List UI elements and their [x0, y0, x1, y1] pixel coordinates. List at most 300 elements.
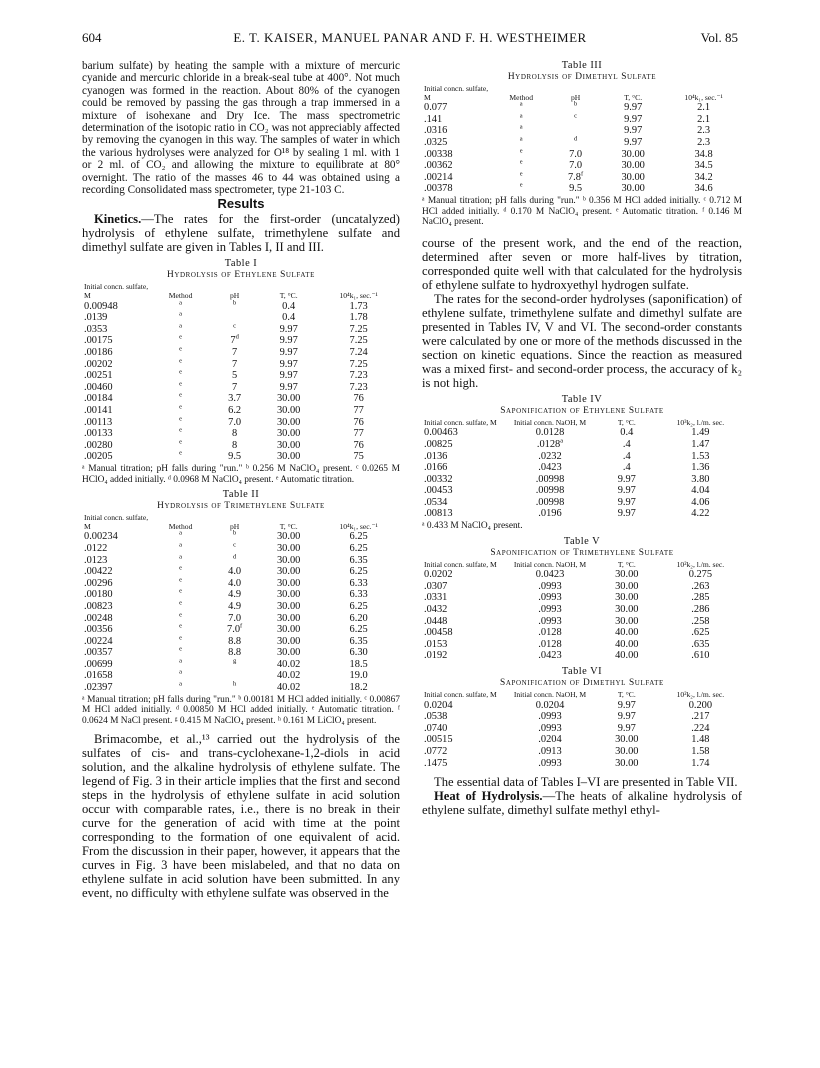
table-cell: e	[179, 333, 183, 341]
table-cell: 30.00	[276, 566, 301, 578]
table-cell: .0432	[424, 604, 448, 616]
table-cell: .00515	[424, 734, 453, 746]
table-cell: 0.4	[620, 427, 634, 439]
table-row	[82, 624, 400, 636]
column-header: Initial concn. sulfate, M	[424, 559, 497, 569]
table-cell: 0.00948	[84, 300, 118, 312]
column-header: T, °C.	[617, 559, 636, 569]
table-cell: .285	[691, 592, 710, 604]
table-cell: .0316	[424, 125, 448, 137]
table-cell: 4.22	[691, 508, 710, 520]
column-header: 10⁴k₁, sec.⁻¹	[684, 92, 723, 102]
table-cell: e	[179, 449, 183, 457]
table-cell: .0139	[84, 312, 108, 324]
table-cell: .00458	[424, 627, 453, 639]
table-cell: .0423	[538, 650, 562, 662]
table-cell: h	[233, 680, 237, 688]
table-row	[422, 102, 742, 114]
table3-title: Hydrolysis of Dimethyl Sulfate	[507, 72, 657, 82]
table-cell: 30.00	[276, 577, 301, 589]
table-cell: 9.97	[617, 485, 636, 497]
table-row	[422, 639, 742, 651]
table-cell: 30.00	[276, 612, 301, 624]
table-cell: .0128$^a$	[536, 437, 564, 450]
table-cell: 7.25	[349, 323, 368, 335]
column-header: T, °C.	[279, 521, 298, 531]
table-cell: a	[179, 680, 183, 688]
table-cell: 34.5	[694, 160, 713, 172]
table-cell: .00422	[84, 566, 113, 578]
table-cell: 76	[353, 439, 364, 451]
table-cell: 6.2	[228, 405, 242, 416]
table-cell: 0.0204	[535, 699, 565, 711]
table1-number: Table I	[224, 258, 258, 270]
table-cell: .00133	[84, 428, 113, 440]
table-cell: 0.0423	[535, 569, 565, 581]
table-cell: a	[179, 322, 183, 330]
table6-title: Saponification of Dimethyl Sulfate	[500, 678, 664, 688]
table-cell: .0331	[424, 592, 448, 604]
table-cell: a	[519, 135, 523, 143]
table-cell: 9.97	[279, 358, 298, 370]
table-cell: e	[519, 147, 523, 155]
table-cell: .610	[691, 650, 710, 662]
table-cell: 1.53	[691, 450, 710, 462]
table-cell: e	[179, 587, 183, 595]
table-cell: 8	[232, 439, 238, 451]
table-row	[82, 531, 400, 543]
table4-title: Saponification of Ethylene Sulfate	[500, 405, 664, 416]
table-cell: 0.0128	[535, 427, 565, 439]
table-cell: 30.00	[621, 183, 645, 195]
table-cell: .00378	[424, 183, 453, 195]
table-cell: .0534	[424, 496, 448, 508]
table-cell: 3.7	[228, 393, 242, 405]
table-cell: 30.00	[276, 531, 301, 543]
table-cell: e	[519, 170, 523, 178]
column-header: Initial concn. sulfate, M	[424, 690, 497, 699]
table-row	[82, 451, 400, 463]
table-cell: .0128	[538, 638, 562, 650]
table-cell: .00460	[84, 381, 113, 393]
table-cell: e	[179, 368, 183, 376]
table-cell: a	[519, 100, 523, 108]
table-cell: e	[179, 634, 183, 642]
table-cell: 1.36	[691, 462, 710, 474]
table-cell: .00998	[535, 485, 565, 497]
table-cell: 4.04	[691, 485, 710, 497]
table-cell: 30.00	[276, 635, 301, 647]
table-cell: 30.00	[615, 745, 639, 757]
table-cell: 77	[353, 405, 364, 416]
table-cell: .0153	[424, 638, 448, 650]
table-row	[82, 335, 400, 347]
table-row	[422, 137, 742, 149]
table-cell: .00453	[424, 485, 453, 497]
table-cell: 1.74	[691, 757, 710, 769]
table4	[422, 419, 742, 520]
table-cell: 30.00	[621, 171, 645, 183]
table-cell: a	[179, 669, 183, 676]
table-cell: 7.25	[349, 335, 368, 347]
table-cell: d	[233, 553, 237, 561]
table-row	[82, 566, 400, 578]
table-row	[82, 578, 400, 590]
table-cell: .4	[622, 450, 631, 462]
table4-footnote: ᵃ 0.433 M NaClO₄ present.	[422, 521, 523, 532]
table-cell: g	[233, 657, 237, 665]
table-row	[422, 604, 742, 616]
table2-title: Hydrolysis of Trimethylene Sulfate	[157, 501, 325, 512]
table-cell: 1.78	[349, 312, 368, 324]
table-row	[82, 324, 400, 336]
table-cell: .0325	[424, 136, 448, 148]
table-cell: .00813	[424, 508, 453, 520]
table-cell: 40.02	[276, 670, 301, 682]
column-header: pH	[570, 92, 581, 102]
kinetics-lead: Kinetics.	[94, 212, 142, 227]
table-cell: 4.9	[228, 600, 242, 612]
table-cell: 9.97	[617, 473, 636, 485]
column-header: T, °C.	[624, 92, 643, 102]
table-row	[422, 172, 742, 184]
table-row	[422, 114, 742, 126]
heat-text: —The heats of alkaline hydrolysis of ethylene sulfate, dimethyl sulfate methyl ethyl-	[422, 789, 742, 818]
table-cell: .217	[691, 711, 710, 723]
table-cell: 1.49	[691, 427, 710, 439]
table-cell: .0128	[538, 627, 562, 639]
table-cell: a	[179, 529, 183, 537]
table-row	[422, 758, 742, 770]
table-cell: 9.97	[279, 381, 298, 393]
table-cell: .625	[691, 627, 710, 639]
table-cell: 7	[232, 358, 238, 370]
table-cell: .0448	[424, 615, 448, 627]
table-cell: 0.4	[282, 300, 296, 312]
table-cell: e	[179, 576, 183, 584]
table-cell: .00186	[84, 347, 113, 359]
table-cell: 30.00	[276, 393, 301, 405]
table-cell: a	[179, 541, 183, 549]
author-line: E. T. KAISER, MANUEL PANAR AND F. H. WESTHEIMER	[233, 30, 587, 45]
table1	[82, 283, 400, 463]
table-cell: 4.0	[228, 577, 242, 589]
table-cell: 40.00	[615, 638, 639, 650]
column-header: Initial concn. NaOH, M	[513, 690, 587, 699]
table-cell: d	[573, 135, 578, 143]
table-cell: 7.0	[228, 416, 242, 428]
table-cell: .00998	[535, 496, 565, 508]
table-cell: 0.00463	[424, 427, 458, 439]
table-cell: .01658	[84, 670, 113, 682]
table-row	[422, 723, 742, 735]
table-row	[422, 485, 742, 497]
table-cell: 1.47	[691, 438, 710, 450]
table-cell: b	[233, 299, 237, 307]
table-cell: 7.24	[349, 347, 368, 359]
table-cell: 76	[353, 416, 364, 428]
column-header: 10²k₂, l./m. sec.	[676, 559, 725, 569]
column-header: pH	[229, 521, 240, 531]
column-header: Method	[168, 291, 193, 301]
table-cell: 30.00	[615, 580, 639, 592]
table-row	[82, 359, 400, 371]
table-row	[422, 427, 742, 439]
table-cell: 6.25	[349, 600, 368, 612]
table-cell: e	[179, 438, 183, 446]
table-cell: 2.3	[697, 136, 711, 148]
table-cell: .00998	[535, 473, 565, 485]
table1-title: Hydrolysis of Ethylene Sulfate	[166, 270, 316, 281]
heat-lead: Heat of Hydrolysis.	[434, 789, 543, 804]
table-cell: 7.0$^f$	[227, 622, 243, 636]
table-cell: 4.0	[228, 566, 242, 578]
table-cell: .0196	[538, 508, 562, 520]
table-cell: 34.6	[694, 183, 713, 195]
table-row	[82, 312, 400, 324]
table-row	[82, 636, 400, 648]
column-header: Method	[168, 521, 193, 531]
table-cell: a	[519, 112, 523, 120]
table-cell: a	[179, 553, 183, 561]
table-cell: .00184	[84, 393, 113, 405]
table-cell: 18.2	[349, 682, 368, 694]
table-cell: .0993	[538, 757, 562, 769]
table-row	[422, 508, 742, 520]
intro-paragraph: barium sulfate) by heating the sample with a mixture of mercuric cyanide and mercuric chloride in a break-seal tube at 400°. Not much cyanogen was formed in the reaction. About 80% of the cyanogen could be removed by passing the gas through a trap immersed in a mixture of isohexane and Dry Ice. The mass spectrometric determination of the isotopic ratio in CO₂ was not appreciably affected by removing the cyanogen in this way. The samples of water in which the various hydrolyses were analyzed for O¹⁸ by sealing 1 ml. with 1 or 2 ml. of CO₂ and allowing the mixture to equilibrate at 80° overnight. The ratio of the masses 46 to 44 was obtained using a recording Consolidated mass spectrometer, type 21-103 C.	[82, 60, 400, 197]
table-cell: 30.00	[276, 439, 301, 451]
table-cell: .00338	[424, 148, 453, 160]
table-cell: 0.0202	[424, 569, 453, 581]
table-cell: .0423	[538, 462, 562, 474]
table-cell: 30.00	[276, 405, 301, 416]
table-cell: .00362	[424, 160, 453, 172]
table-cell: .141	[424, 113, 443, 125]
table-cell: 2.3	[697, 125, 711, 137]
table-cell: e	[179, 599, 183, 607]
table-cell: 9.97	[624, 113, 643, 125]
table-cell: .0993	[538, 711, 562, 723]
table-cell: 77	[353, 428, 364, 440]
table-cell: 30.00	[615, 592, 639, 604]
table-cell: e	[519, 181, 523, 189]
table-cell: 7.25	[349, 358, 368, 370]
body-paragraph-1: course of the present work, and the end of the reaction, determined after seven or more half-lives by titration, corresponded quite well with that calculated for the hydrolysis of ethylene sulfate to hydroxyethyl hydrogen sulfate.	[422, 235, 742, 292]
table-cell: 30.00	[615, 615, 639, 627]
table-cell: 6.35	[349, 635, 368, 647]
table-cell: e	[179, 403, 183, 411]
table3	[422, 85, 742, 195]
table-cell: 6.33	[349, 589, 368, 601]
table-cell: 30.00	[276, 554, 301, 566]
table-cell: 9.97	[617, 722, 636, 734]
table-cell: 8.8	[228, 635, 242, 647]
table-cell: .00180	[84, 589, 113, 601]
table-cell: .0192	[424, 650, 448, 662]
table-cell: .0993	[538, 592, 562, 604]
column-header: 10⁴k₁, sec.⁻¹	[339, 291, 378, 301]
table-cell: 6.20	[349, 612, 368, 624]
table-cell: 30.00	[276, 542, 301, 554]
table-row	[82, 682, 400, 694]
table-cell: 34.2	[694, 171, 713, 183]
table-cell: 0.4	[282, 312, 296, 324]
table-cell: .0204	[538, 734, 562, 746]
right-column	[422, 60, 742, 817]
table-cell: 30.00	[276, 416, 301, 428]
table-cell: e	[179, 622, 183, 630]
table-cell: 30.00	[621, 148, 645, 160]
table-cell: .0993	[538, 604, 562, 616]
table-row	[82, 555, 400, 567]
table-cell: b	[573, 100, 578, 108]
table-cell: .00224	[84, 635, 113, 647]
table-row	[422, 746, 742, 758]
body-paragraph-2: The rates for the second-order hydrolyses (saponification) of ethylene sulfate, trimethylene sulfate and dimethyl sulfate are presented in Tables IV, V and VI. The second-order constants were calculated by one or more of the methods discussed in the section on kinetic equations. Since the reaction as measured was a mixed first- and second-order process, the accuracy of k₂ is not high.	[422, 291, 742, 390]
table1-footnote: ᵃ Manual titration; pH falls during "run." ᵇ 0.256 M NaClO₄ present. ᶜ 0.0265 M HClO₄ added initially. ᵈ 0.0968 M NaClO₄ present. ᵉ Automatic titration.	[82, 463, 400, 485]
table-row	[422, 616, 742, 628]
table-cell: 0.00234	[84, 531, 118, 543]
column-header: Initial concn. sulfate, M	[84, 282, 149, 301]
table-cell: 2.1	[697, 113, 711, 125]
table5-number: Table V	[563, 535, 601, 547]
table-cell: .00113	[84, 416, 113, 428]
table-cell: .00280	[84, 439, 113, 451]
table-row	[422, 125, 742, 137]
table-cell: .00296	[84, 577, 113, 589]
table-cell: 9.97	[279, 347, 298, 359]
table-cell: 40.02	[276, 658, 301, 670]
table-row	[82, 543, 400, 555]
table-cell: e	[519, 158, 523, 166]
table-cell: a	[179, 657, 183, 665]
volume-label: Vol. 85	[700, 30, 738, 45]
table-cell: 7$^d$	[230, 333, 239, 347]
table-cell: .4	[622, 438, 631, 450]
table-cell: .02397	[84, 682, 113, 694]
table-cell: 4.9	[228, 589, 242, 601]
table-cell: 7	[232, 381, 238, 393]
table-cell: 30.00	[276, 600, 301, 612]
table-cell: 40.00	[615, 650, 639, 662]
kinetics-paragraph	[82, 212, 400, 254]
table-row	[422, 627, 742, 639]
table-row	[422, 569, 742, 581]
table-cell: 9.97	[624, 125, 643, 137]
table-cell: .0538	[424, 711, 448, 723]
left-column	[82, 60, 400, 900]
table-cell: 40.00	[615, 627, 639, 639]
table-cell: .0122	[84, 542, 108, 554]
table-cell: a	[179, 310, 183, 318]
table-row	[82, 417, 400, 429]
table-cell: 6.35	[349, 554, 368, 566]
table6-number: Table VI	[561, 666, 603, 677]
table-cell: 34.8	[694, 148, 713, 160]
table-cell: 0.0204	[424, 699, 453, 711]
table-row	[422, 497, 742, 509]
table-cell: .0307	[424, 580, 448, 592]
table-cell: b	[233, 529, 237, 537]
table-cell: 9.97	[617, 508, 636, 520]
table-cell: .224	[691, 722, 710, 734]
table-cell: 1.73	[349, 300, 368, 312]
table-cell: a	[519, 123, 523, 131]
table-row	[422, 183, 742, 195]
column-header: Method	[509, 92, 533, 102]
table-cell: 1.58	[691, 745, 710, 757]
table-cell: 6.25	[349, 542, 368, 554]
table-cell: .00214	[424, 171, 453, 183]
table-cell: .00251	[84, 370, 113, 382]
table-cell: .00175	[84, 335, 113, 347]
table-cell: 1.48	[691, 734, 710, 746]
column-header: Initial concn. sulfate, M	[424, 417, 497, 427]
table-cell: e	[179, 415, 183, 423]
table6	[422, 691, 742, 769]
table-cell: 40.02	[276, 682, 301, 694]
table-cell: 9.97	[617, 711, 636, 723]
table-cell: e	[179, 357, 183, 365]
table-cell: .0136	[424, 450, 448, 462]
column-header: Initial concn. NaOH, M	[513, 559, 587, 569]
table4-number: Table IV	[561, 393, 603, 405]
table-cell: .0993	[538, 580, 562, 592]
table-cell: 7.0	[569, 148, 583, 160]
table-cell: .00141	[84, 405, 113, 416]
table-cell: 6.25	[349, 624, 368, 636]
table-cell: 9.97	[617, 496, 636, 508]
table-cell: .0123	[84, 554, 108, 566]
table-cell: .00248	[84, 612, 113, 624]
table-cell: .263	[691, 580, 710, 592]
table-cell: 6.25	[349, 531, 368, 543]
table-cell: .00825	[424, 438, 453, 450]
table-cell: 30.00	[276, 428, 301, 440]
table-cell: .635	[691, 638, 710, 650]
column-header: Initial concn. sulfate, M	[84, 513, 149, 531]
table-cell: 0.077	[424, 102, 448, 114]
table-row	[82, 440, 400, 452]
table-cell: 9.97	[279, 335, 298, 347]
table-cell: 0.200	[688, 699, 713, 711]
table-cell: 9.5	[569, 183, 583, 195]
table-cell: 19.0	[349, 670, 368, 682]
table2	[82, 514, 400, 694]
column-header: T, °C.	[279, 291, 298, 301]
table-cell: e	[179, 345, 183, 353]
table-cell: .0232	[538, 450, 562, 462]
table-cell: 7	[232, 347, 238, 359]
results-heading: Results	[217, 196, 265, 212]
table-cell: 76	[353, 393, 364, 405]
table2-number: Table II	[222, 489, 260, 501]
table-cell: .00332	[424, 473, 453, 485]
table-cell: 30.00	[276, 647, 301, 659]
column-header: 10³k₂, l./m. sec.	[676, 417, 725, 427]
table-cell: 30.00	[615, 569, 639, 581]
table-cell: 18.5	[349, 658, 368, 670]
table-cell: 9.97	[279, 370, 298, 382]
table-row	[82, 382, 400, 394]
table-row	[422, 149, 742, 161]
table-cell: a	[179, 299, 183, 307]
table-row	[82, 393, 400, 405]
table-cell: .0353	[84, 323, 108, 335]
table-row	[422, 451, 742, 463]
column-header: 10²k₂, l./m. sec.	[676, 690, 725, 699]
table-cell: .0740	[424, 722, 448, 734]
